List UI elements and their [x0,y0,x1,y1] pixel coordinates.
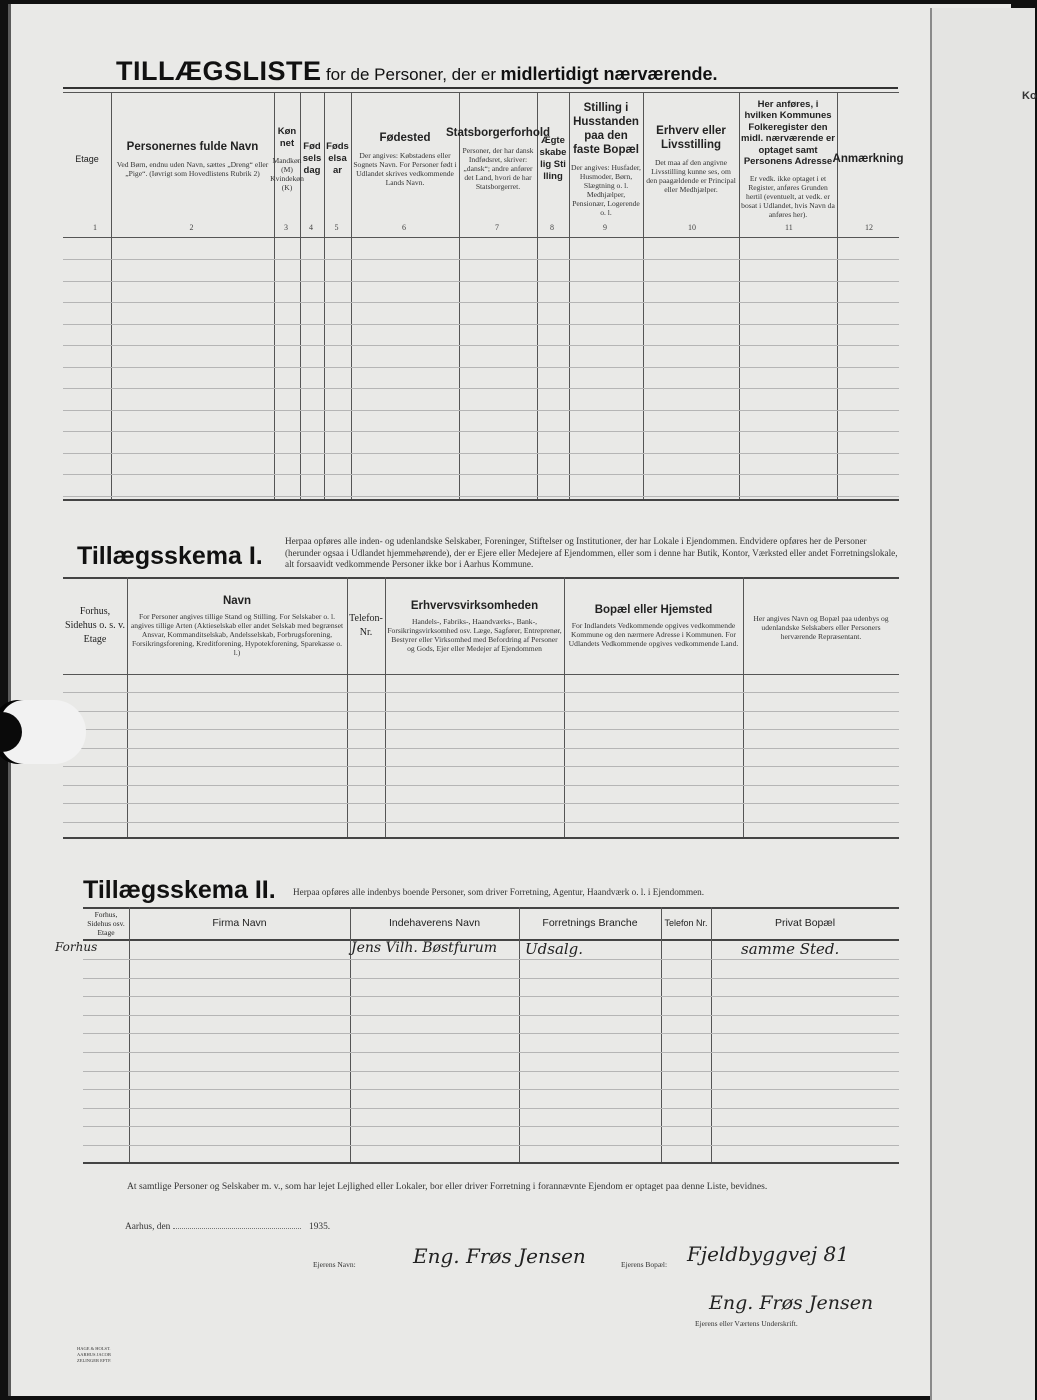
skema2-row-bopael: samme Sted. [741,940,840,958]
owner-address-label: Ejerens Bopæl: [621,1260,668,1269]
skema2-header-2: Firma Navn [212,917,267,929]
skema2-header-1: Forhus, Sidehus osv. Etage [87,909,125,937]
table1-header-2: Personernes fulde Navn Ved Børn, endnu uden Navn, sættes „Dreng“ eller „Pige“. (Iøvrigt som Hovedlistens Rubrik 2) [116,140,269,178]
declaration-text: At samtlige Personer og Selskaber m. v., som har lejet Lejlighed eller Lokaler, bor eller driver Forretning i forannævnte Ejendom er optaget paa denne Liste, bevidnes. [127,1181,768,1192]
skema2-header-3: Indehaverens Navn [388,917,481,929]
table1-header-6: Fødested Der angives: Købstadens eller Sognets Navn. For Personer født i Udlandet skrives vedkommende Lands Navn. [353,131,457,187]
skema1-header-1: Forhus, Sidehus o. s. v. Etage [65,605,125,645]
page-title: TILLÆGSLISTE for de Personer, der er midlertidigt nærværende. [116,56,718,86]
column-number: 5 [334,223,339,232]
skema1-title: Tillægsskema I. [77,542,263,570]
column-number: 3 [284,223,288,232]
skema2-row-indehaver: Jens Vilh. Bøstfurum [351,940,497,956]
next-page-fragment: Ko [1022,90,1037,102]
form-page [8,4,1011,1396]
column-number: 12 [865,223,873,232]
skema1-header-6: Her angives Navn og Bopæl paa udenbys og udenlandske Selskabers eller Personers herværende Repræsentant. [753,614,889,641]
skema2-row-etage: Forhus [55,940,98,954]
column-number: 1 [93,223,97,232]
column-number: 11 [785,223,793,232]
skema1-header-3: Telefon-Nr. [349,612,383,638]
owner-name-handwritten: Eng. Frøs Jensen [413,1244,586,1268]
skema2-row-branche: Udsalg. [525,940,584,958]
table1-header-12: Anmærkning [832,152,904,165]
skema1-intro: Herpaa opføres alle inden- og udenlandske Selskaber, Foreninger, Stiftelser og Institutioner, der har Lokale i Ejendommen. Endvidere opføres her de Personer (herunder ogsaa i Udlandet hjemmehørende), der er Ejere eller Medejere af Ejendommen, eller som i denne har Butik, Kontor, Værksted eller andet Forretningslokale, alt forsaavidt vedkommende Personer ikke bor i Aarhus Kommune. [285,536,898,569]
skema2-header-5: Telefon Nr. [664,917,708,928]
skema1-header-5: Bopæl eller Hjemsted For Indlandets Vedkommende opgives vedkommende Kommune og den nærmere Adresse i Kommunen. For Udlandets Vedkommende opgives vedkommende Land. [568,604,739,648]
skema2-intro: Herpaa opføres alle indenbys boende Personer, som driver Forretning, Agentur, Haandværk o. l. i Ejendommen. [293,887,705,897]
skema2-header-6: Privat Bopæl [774,917,836,929]
skema2-header-4: Forretnings Branche [542,917,638,929]
column-number: 10 [688,223,696,232]
column-number: 4 [309,223,313,232]
table1-header-10: Erhverv eller Livsstilling Det maa af den angivne Livsstilling kunne ses, om den paagældende er Principal eller Medhjælper. [646,124,736,194]
column-number: 6 [402,223,406,232]
table1-header-11: Her anføres, i hvilken Kommunes Folkeregister den midl. nærværende er optaget samt Personens Adresse Er vedk. ikke optaget i et Register, anføres Grunden hertil (eventuelt, at vedk. er bosat i Udlandet, hvis Navn da anføres her). [741,98,835,219]
signature-label: Ejerens eller Værtens Underskrift. [695,1319,798,1328]
column-number: 2 [189,223,194,232]
printer-imprint: HAGE & HOLST. AARHUS JACOB ZELINGER EFTF. [77,1346,112,1363]
table1-header-4: Fødselsdag [302,140,322,176]
table1-header-3: Kønnet Mandkøn (M) Kvindekøn (K) [270,125,304,192]
skema1-header-4: Erhvervsvirksomheden Handels-, Fabriks-, Haandværks-, Bank-, Forsikringsvirksomhed osv. Læge, Sagfører, Entreprenør, Bestyrer eller Virksomhed med Befordring af Personer og Gods, Ejer eller Medejer af Ejendommen [387,599,562,653]
table1-header-1: Etage [75,153,99,164]
place-date: Aarhus, den 1935. [125,1222,331,1232]
next-page-edge [930,8,1035,1400]
table1-header-8: Ægteskabelig Stilling [539,134,567,182]
table1-header-9: Stilling i Husstanden paa den faste Bopæl Der angives: Husfader, Husmoder, Børn, Slægtning o. l. Medhjælper, Pensionær, Logerende o. l. [571,101,641,217]
column-number: 8 [550,223,554,232]
owner-address-handwritten: Fjeldbyggvej 81 [687,1242,849,1266]
owner-signature: Eng. Frøs Jensen [709,1292,874,1314]
skema2-title: Tillægsskema II. [83,876,276,904]
skema1-header-2: Navn For Personer angives tillige Stand og Stilling. For Selskaber o. l. angives tillige Arten (Aktieselskab eller andet Selskab med begrænset Ansvar, Kommanditselskab, Andelsselskab, Forbrugsforening, Forsikringsforening, Kreditforening, Hypotekforening, Sparekasse o. l.) [130,595,344,657]
table1-header-5: Fødselsaar [326,140,349,176]
table1-header-7: Statsborgerforhold Personer, der har dansk Indfødsret, skriver: „dansk“; andre anfører det Land, hvori de har Statsborgerret. [445,127,551,191]
owner-name-label: Ejerens Navn: [313,1260,356,1269]
column-number: 9 [603,223,607,232]
column-number: 7 [495,223,499,232]
